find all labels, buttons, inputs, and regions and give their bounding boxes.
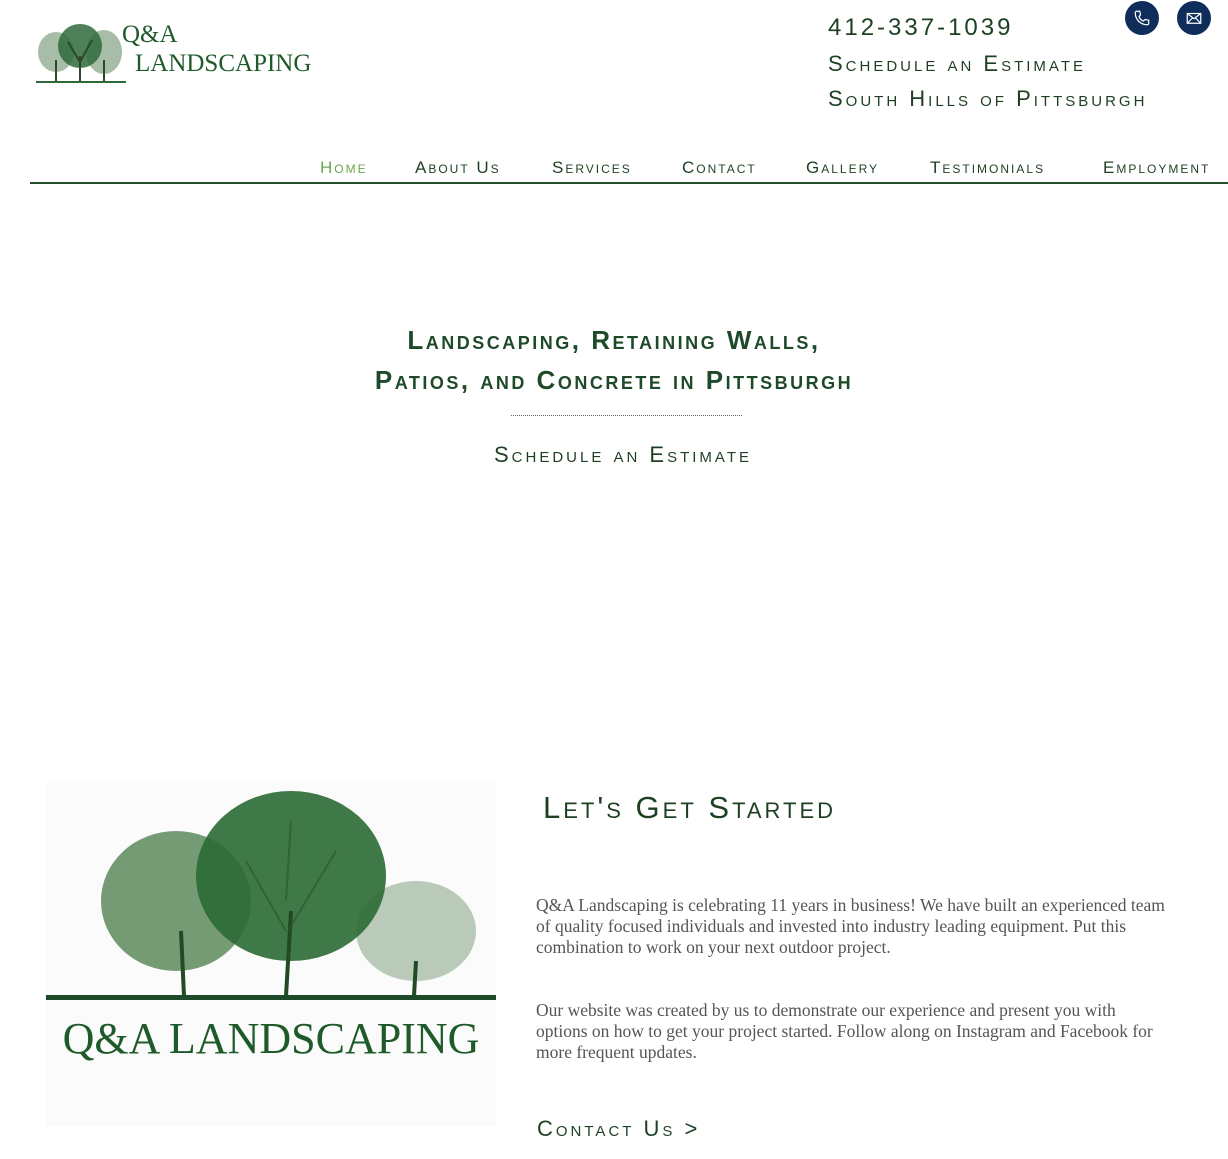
- nav-item-about-us[interactable]: About Us: [415, 158, 501, 177]
- website-paragraph: Our website was created by us to demonstrate our experience and present you with options on how to get your project started. Follow along on Instagram and Facebook for more frequent updates.: [536, 1000, 1153, 1062]
- phone-icon[interactable]: [1125, 1, 1159, 35]
- mail-icon[interactable]: [1177, 1, 1211, 35]
- intro-paragraph: Q&A Landscaping is celebrating 11 years in business! We have built an experienced team of quality focused individuals and invested into industry leading equipment. Put this combination to work on your next outdoor project.: [536, 895, 1165, 957]
- hero-title: [0, 320, 1228, 400]
- hero-title-line-2: Patios, and Concrete in Pittsburgh: [374, 365, 854, 395]
- nav-item-gallery[interactable]: Gallery: [806, 158, 880, 177]
- nav-item-testimonials[interactable]: Testimonials: [930, 158, 1046, 177]
- phone-number[interactable]: 412-337-1039: [828, 14, 1014, 41]
- main-nav: [30, 150, 1228, 184]
- service-area: South Hills of Pittsburgh: [828, 86, 1148, 111]
- contact-us-link[interactable]: Contact Us >: [537, 1116, 701, 1141]
- feature-image-text: Q&A LANDSCAPING: [62, 1014, 480, 1063]
- logo-text: [122, 22, 311, 77]
- logo-line-2: LANDSCAPING: [135, 50, 312, 77]
- feature-logo-image: [46, 781, 496, 1126]
- trees-illustration-icon: [46, 781, 496, 1126]
- nav-item-home[interactable]: Home: [320, 158, 368, 177]
- header-schedule-link[interactable]: Schedule an Estimate: [828, 51, 1086, 76]
- nav-item-contact[interactable]: Contact: [682, 158, 757, 177]
- nav-item-services[interactable]: Services: [552, 158, 632, 177]
- hero-schedule-link[interactable]: Schedule an Estimate: [494, 442, 752, 467]
- hero-divider: [511, 415, 742, 416]
- header-contact: [828, 10, 1147, 116]
- hero-title-line-1: Landscaping, Retaining Walls,: [407, 325, 821, 355]
- section-title: Let's Get Started: [543, 790, 837, 825]
- logo-line-1: Q&A: [122, 21, 178, 48]
- nav-item-employment[interactable]: Employment: [1103, 158, 1211, 177]
